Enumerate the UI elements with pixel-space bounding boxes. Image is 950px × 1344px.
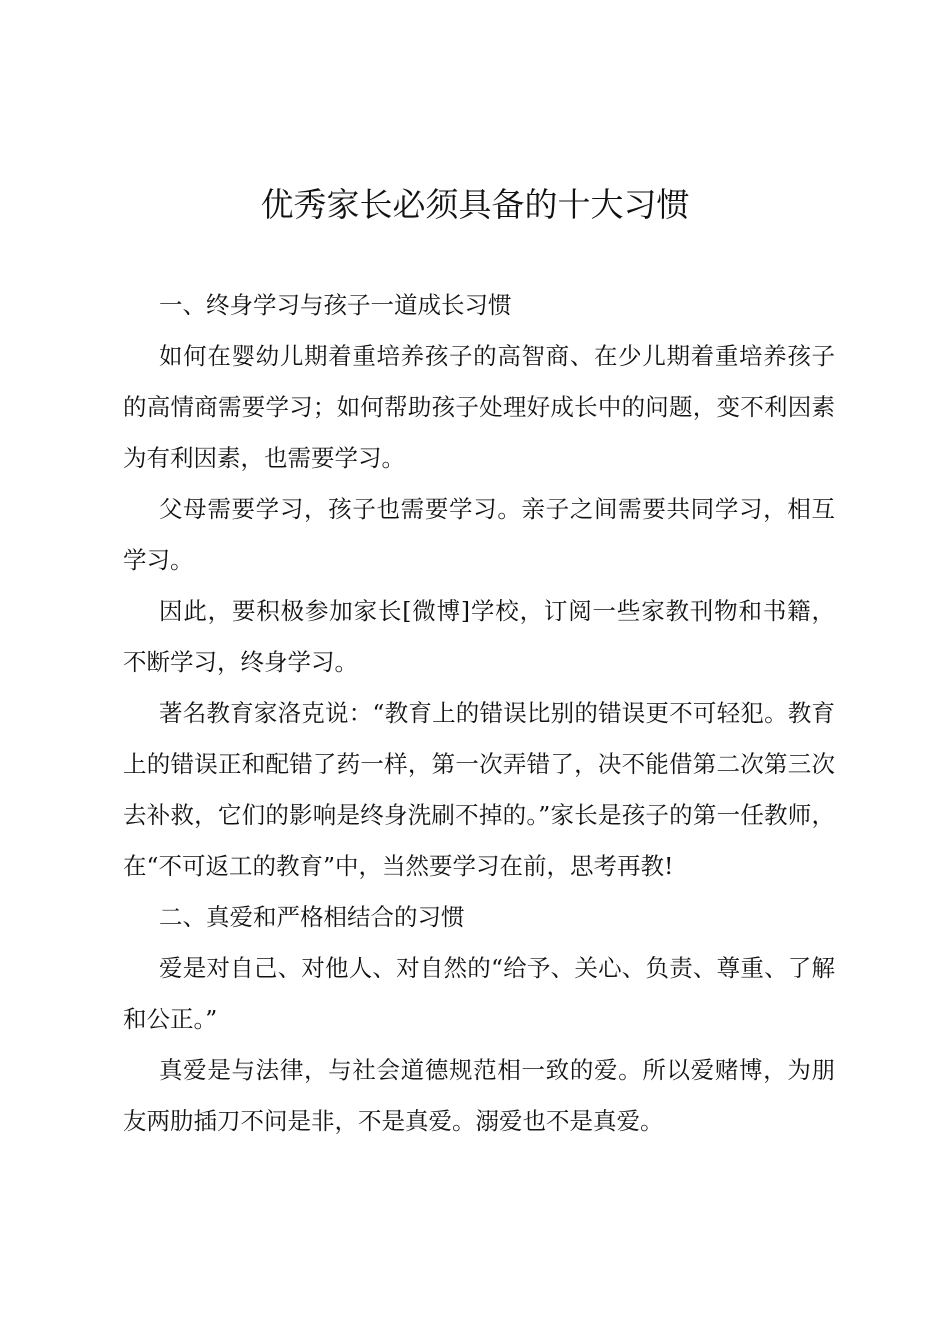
paragraph: 真爱是与法律，与社会道德规范相一致的爱。所以爱赌博，为朋友两肋插刀不问是非，不是真爱。溺爱也不是真爱。 [123, 1056, 835, 1135]
paragraph: 父母需要学习，孩子也需要学习。亲子之间需要共同学习，相互学习。 [123, 495, 835, 574]
paragraph: 著名教育家洛克说：“教育上的错误比别的错误更不可轻犯。教育上的错误正和配错了药一样，第一次弄错了，决不能借第二次第三次去补救，它们的影响是终身洗刷不掉的。”家长是孩子的第一任教师，在“不可返工的教育”中，当然要学习在前，思考再教! [123, 699, 835, 880]
section-heading-1: 一、终身学习与孩子一道成长习惯 [159, 291, 512, 319]
paragraph: 如何在婴幼儿期着重培养孩子的高智商、在少儿期着重培养孩子的高情商需要学习；如何帮助孩子处理好成长中的问题，变不利因素为有利因素，也需要学习。 [123, 342, 835, 472]
section-heading-2: 二、真爱和严格相结合的习惯 [159, 903, 465, 931]
paragraph: 爱是对自己、对他人、对自然的“给予、关心、负责、尊重、了解和公正。” [123, 954, 835, 1033]
document-title: 优秀家长必须具备的十大习惯 [260, 185, 690, 224]
document-body [123, 280, 835, 1147]
paragraph: 因此，要积极参加家长[微博]学校，订阅一些家教刊物和书籍，不断学习，终身学习。 [123, 597, 835, 676]
